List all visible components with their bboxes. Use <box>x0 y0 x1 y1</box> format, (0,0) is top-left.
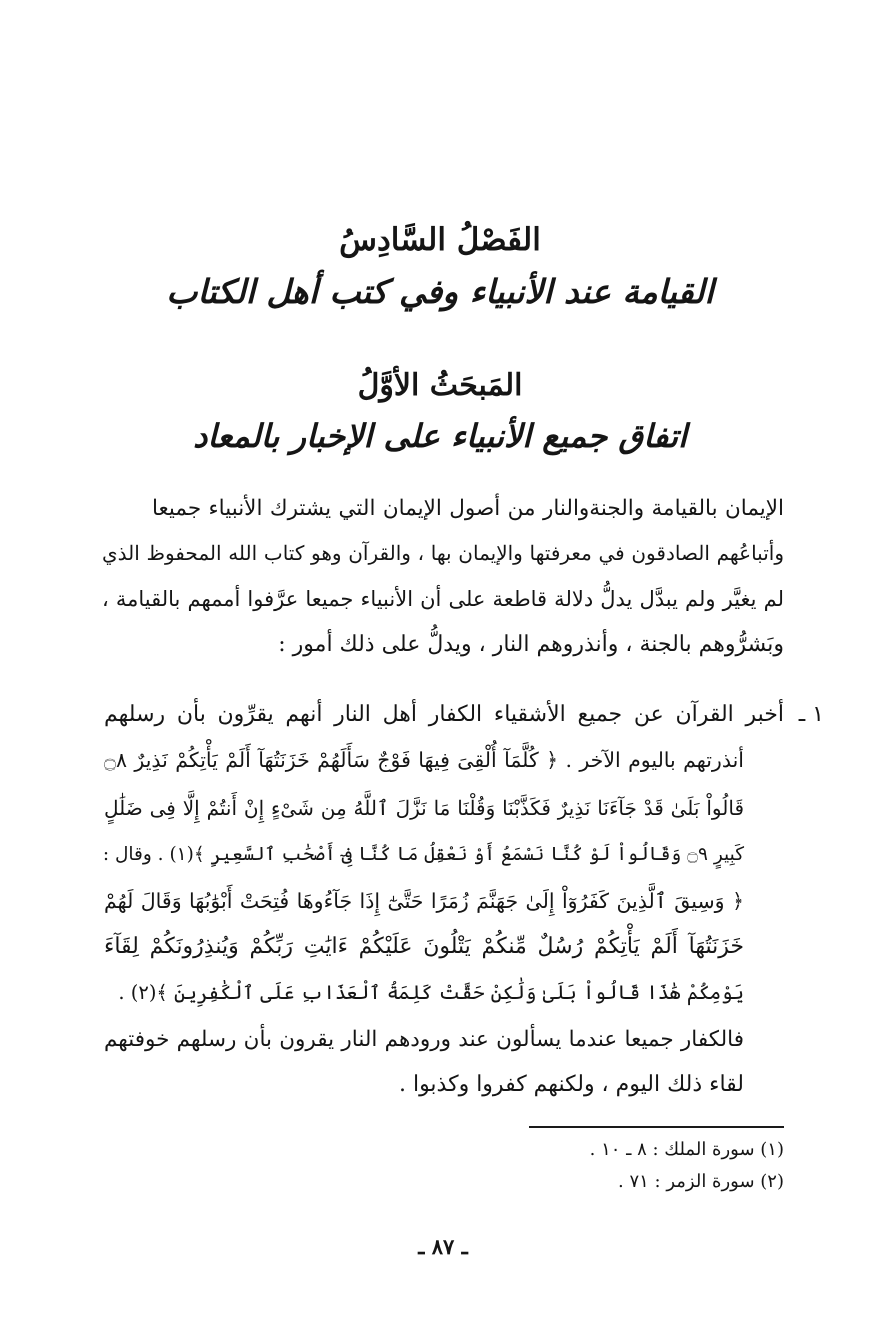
footnote-divider <box>529 1126 784 1128</box>
intro-line: وأتباعُهم الصادقون في معرفتها والإيمان بها ، والقرآن وهو كتاب الله المحفوظ الذي <box>102 541 784 565</box>
verse-line: ﴿ وَسِيقَ ٱلَّذِينَ كَفَرُوٓاْ إِلَىٰ جَهَنَّمَ زُمَرًا حَتَّىٰٓ إِذَا جَآءُوهَا فُتِحَتْ أَبْوَٰبُهَا وَقَالَ لَهُمْ <box>104 889 744 913</box>
section-label: المَبحَثُ الأوَّلُ <box>357 368 523 403</box>
footnote: (١) سورة الملك : ٨ ـ ١٠ . <box>589 1139 784 1160</box>
point-line: لقاء ذلك اليوم ، ولكنهم كفروا وكذبوا . <box>398 1072 744 1097</box>
page-number: ـ ٨٧ ـ <box>418 1234 468 1259</box>
intro-line: وبَشرُّوهم بالجنة ، وأنذروهم النار ، ويدلُّ على ذلك أمور : <box>278 632 784 657</box>
section-title: اتفاق جميع الأنبياء على الإخبار بالمعاد <box>193 417 687 455</box>
point-number: ١ ـ <box>798 702 824 727</box>
verse-line: يَوْمِكُمْ هَٰذَا قَالُواْ بَلَىٰ وَلَٰكِنْ حَقَّتْ كَلِمَةُ ٱلْعَذَابِ عَلَى ٱلْكَٰفِرِينَ ﴾(٢) . <box>118 981 744 1004</box>
point-line: فالكفار جميعا عندما يسألون عند ورودهم النار يقرون بأن رسلهم خوفتهم <box>104 1027 744 1052</box>
intro-line: الإيمان بالقيامة والجنةوالنار من أصول الإيمان التي يشترك الأنبياء جميعا <box>152 496 784 521</box>
verse-line: قَالُواْ بَلَىٰ قَدْ جَآءَنَا نَذِيرٌ فَكَذَّبْنَا وَقُلْنَا مَا نَزَّلَ ٱللَّهُ مِن شَىْءٍ إِنْ أَنتُمْ إِلَّا فِى ضَلَٰلٍ <box>104 796 744 820</box>
verse-line: كَبِيرٍ ۝٩ وَقَالُواْ لَوْ كُنَّا نَسْمَعُ أَوْ نَعْقِلُ مَا كُنَّا فِىٓ أَصْحَٰبِ ٱلسَّعِيرِ ﴾(١) . وقال : <box>102 844 744 865</box>
verse-line: أنذرتهم باليوم الآخر . ﴿ كُلَّمَآ أُلْقِىَ فِيهَا فَوْجٌ سَأَلَهُمْ خَزَنَتُهَآ أَلَمْ يَأْتِكُمْ نَذِيرٌ ۝٨ <box>104 748 744 772</box>
verse-line: خَزَنَتُهَآ أَلَمْ يَأْتِكُمْ رُسُلٌ مِّنكُمْ يَتْلُونَ عَلَيْكُمْ ءَايَٰتِ رَبِّكُمْ وَيُنذِرُونَكُمْ لِقَآءَ <box>104 934 744 959</box>
chapter-title: القيامة عند الأنبياء وفي كتب أهل الكتاب <box>166 272 714 311</box>
footnote: (٢) سورة الزمر : ٧١ . <box>618 1171 784 1192</box>
chapter-label: الفَصْلُ السَّادِسُ <box>339 222 541 258</box>
point-line: أخبر القرآن عن جميع الأشقياء الكفار أهل النار أنهم يقرِّون بأن رسلهم <box>104 702 784 727</box>
intro-line: لم يغيَّر ولم يبدَّل يدلُّ دلالة قاطعة على أن الأنبياء جميعا عرَّفوا أممهم بالقيامة ، <box>102 587 784 611</box>
